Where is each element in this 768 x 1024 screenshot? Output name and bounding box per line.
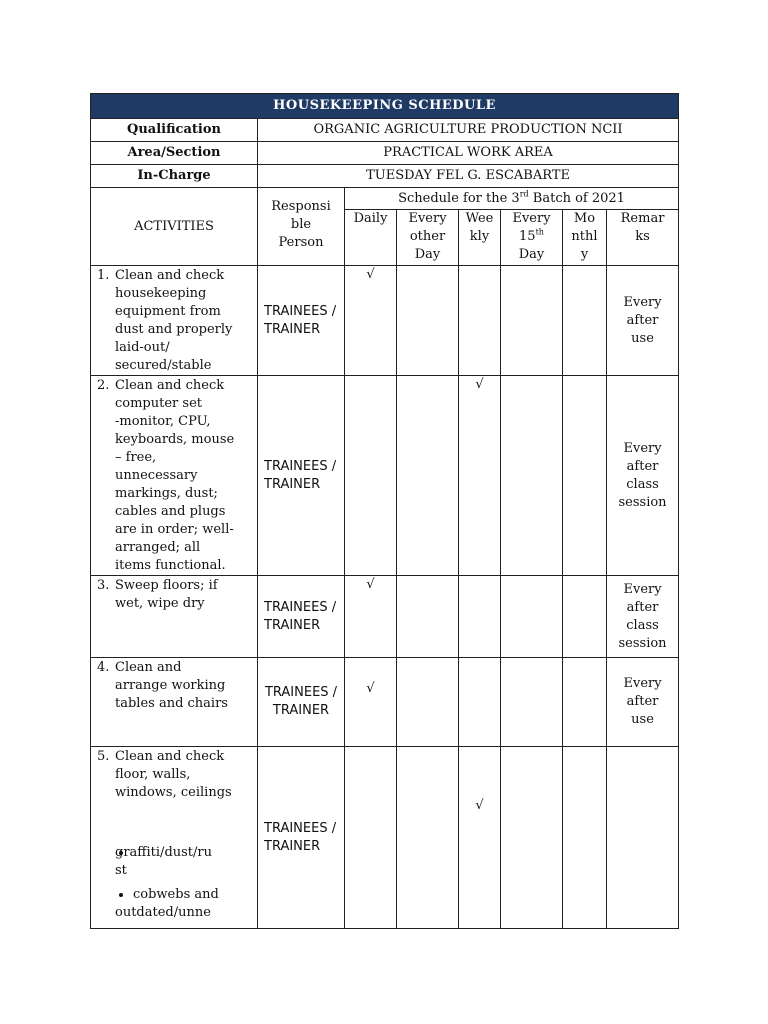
every-other-day-cell <box>397 266 459 376</box>
responsible-line: TRAINEES / <box>264 303 337 319</box>
every-15th-day-cell <box>501 576 563 658</box>
responsible-line: TRAINER <box>264 617 321 633</box>
activity-line: wet, wipe dry <box>115 596 205 611</box>
activity-line: keyboards, mouse <box>115 432 235 447</box>
schedule-table <box>90 93 679 929</box>
responsible-line: TRAINER <box>264 476 321 492</box>
activity-line: computer set <box>115 396 202 411</box>
list-item <box>115 886 253 922</box>
every-15th-day-cell <box>501 747 563 929</box>
header-line: Every <box>408 211 447 226</box>
table-row <box>91 747 679 929</box>
monthly-cell <box>563 576 607 658</box>
header-line-sup: th <box>535 227 544 237</box>
activity-line: floor, walls, <box>115 767 191 782</box>
activity-line: housekeeping <box>115 286 207 301</box>
activity-line: arrange working <box>115 678 226 693</box>
responsible-line: TRAINEES / <box>264 458 337 474</box>
activity-line: Clean and <box>115 660 182 675</box>
activity-line: – free, <box>115 450 157 465</box>
header-line-text: 15 <box>519 229 536 244</box>
activity-line: windows, ceilings <box>115 785 232 800</box>
remarks-line: use <box>631 330 654 346</box>
activity-line: cables and plugs <box>115 504 226 519</box>
remarks-line: after <box>626 312 659 328</box>
responsible-line: TRAINEES / <box>264 599 337 615</box>
activities-header <box>91 188 258 266</box>
area-label: Area/Section <box>91 142 258 165</box>
remarks-line: class <box>626 617 659 633</box>
every-15th-day-cell <box>501 658 563 747</box>
table-row <box>91 658 679 747</box>
daily-check: √ <box>345 266 397 376</box>
remarks-line: Every <box>623 440 662 456</box>
every-other-day-header <box>397 210 459 266</box>
schedule-header-sup: rd <box>519 189 529 199</box>
schedule-header-text: Schedule for the 3 <box>398 190 520 206</box>
table-row <box>91 266 679 376</box>
remarks-cell <box>607 576 679 658</box>
activity-line: secured/stable <box>115 358 212 373</box>
qualification-label: Qualification <box>91 119 258 142</box>
header-line: Remar <box>620 211 665 226</box>
remarks-line: Every <box>623 676 662 691</box>
activity-cell <box>91 576 258 658</box>
responsible-cell <box>258 658 345 747</box>
remarks-line: Every <box>623 581 662 597</box>
bullet-line: • cobwebs and <box>133 887 219 902</box>
every-other-day-cell <box>397 658 459 747</box>
activity-line: are in order; well- <box>115 522 234 537</box>
bullet-line <box>133 808 253 826</box>
header-line: Wee <box>465 211 494 226</box>
remarks-line: class <box>626 476 659 492</box>
bullet-line: • graffiti/dust/ru <box>115 845 212 860</box>
responsible-header-line: Person <box>278 235 324 250</box>
activity-line: Clean and check <box>115 749 225 764</box>
every-15th-day-cell <box>501 266 563 376</box>
housekeeping-schedule-sheet <box>90 93 678 929</box>
activity-line: Clean and check <box>115 268 225 283</box>
daily-cell <box>345 376 397 576</box>
daily-check: √ <box>345 658 397 747</box>
header-line: other <box>409 229 446 244</box>
responsible-cell <box>258 747 345 929</box>
activity-line: equipment from <box>115 304 221 319</box>
monthly-cell <box>563 376 607 576</box>
daily-cell <box>345 747 397 929</box>
title-row <box>91 94 679 119</box>
activity-line: unnecessary <box>115 468 198 483</box>
daily-header-text: Daily <box>353 211 388 226</box>
remarks-cell <box>607 266 679 376</box>
area-row <box>91 142 679 165</box>
responsible-line: TRAINER <box>272 703 330 718</box>
header-line: nthl <box>571 229 598 244</box>
every-15th-day-header <box>501 210 563 266</box>
header-line <box>501 228 562 246</box>
every-other-day-cell <box>397 576 459 658</box>
responsible-line: TRAINER <box>264 321 321 337</box>
monthly-cell <box>563 747 607 929</box>
incharge-value: TUESDAY FEL G. ESCABARTE <box>258 165 679 188</box>
remarks-line: after <box>626 458 659 474</box>
responsible-header-line: ble <box>290 217 312 232</box>
activity-bullet-list <box>97 808 253 922</box>
activity-number: 1. <box>97 268 110 283</box>
remarks-line: session <box>618 494 667 510</box>
activity-line: laid-out/ <box>115 340 170 355</box>
activity-line: dust and properly <box>115 322 233 337</box>
remarks-line: Every <box>623 294 662 310</box>
responsible-cell <box>258 376 345 576</box>
activity-line: Clean and check <box>115 378 225 393</box>
responsible-header <box>258 188 345 266</box>
activity-line: items functional. <box>115 558 226 573</box>
activities-header-text: ACTIVITIES <box>134 218 214 234</box>
activity-number: 3. <box>97 578 110 593</box>
header-line: Day <box>414 247 441 262</box>
header-line: Every <box>512 211 551 226</box>
activity-cell <box>91 266 258 376</box>
activity-cell <box>91 376 258 576</box>
activity-line: markings, dust; <box>115 486 218 501</box>
bullet-line: st <box>115 863 127 878</box>
weekly-cell <box>459 658 501 747</box>
every-other-day-cell <box>397 376 459 576</box>
monthly-header <box>563 210 607 266</box>
responsible-cell <box>258 266 345 376</box>
remarks-header <box>607 210 679 266</box>
bullet-line: outdated/unne <box>115 905 211 920</box>
header-line: y <box>580 247 589 262</box>
table-row <box>91 576 679 658</box>
weekly-check: √ <box>459 747 501 929</box>
schedule-header-text-end: Batch of 2021 <box>528 190 625 206</box>
qualification-value: ORGANIC AGRICULTURE PRODUCTION NCII <box>258 119 679 142</box>
qualification-row <box>91 119 679 142</box>
monthly-cell <box>563 658 607 747</box>
remarks-line: after <box>626 599 659 615</box>
responsible-line: TRAINEES / <box>264 820 337 836</box>
activity-line: arranged; all <box>115 540 201 555</box>
weekly-check: √ <box>459 376 501 576</box>
daily-check: √ <box>345 576 397 658</box>
activity-line: -monitor, CPU, <box>115 414 211 429</box>
header-line: Day <box>518 247 545 262</box>
table-row <box>91 376 679 576</box>
incharge-row <box>91 165 679 188</box>
every-other-day-cell <box>397 747 459 929</box>
activity-number: 5. <box>97 749 110 764</box>
activity-line: tables and chairs <box>115 696 228 711</box>
monthly-cell <box>563 266 607 376</box>
list-item <box>115 808 253 880</box>
header-line: Mo <box>573 211 596 226</box>
weekly-header <box>459 210 501 266</box>
remarks-line: use <box>631 712 654 727</box>
remarks-cell <box>607 376 679 576</box>
every-15th-day-cell <box>501 376 563 576</box>
incharge-label: In-Charge <box>91 165 258 188</box>
responsible-header-line: Responsi <box>271 199 331 214</box>
daily-header <box>345 210 397 266</box>
activity-number: 2. <box>97 378 110 393</box>
activity-line: Sweep floors; if <box>115 578 218 593</box>
remarks-line: after <box>626 694 659 709</box>
responsible-line: TRAINEES / <box>264 685 338 700</box>
activity-cell <box>91 747 258 929</box>
schedule-header <box>345 188 679 210</box>
remarks-cell <box>607 658 679 747</box>
responsible-cell <box>258 576 345 658</box>
header-line: kly <box>469 229 490 244</box>
weekly-cell <box>459 266 501 376</box>
header-line: ks <box>635 229 650 244</box>
remarks-cell <box>607 747 679 929</box>
activity-number: 4. <box>97 660 110 675</box>
activity-cell <box>91 658 258 747</box>
responsible-line: TRAINER <box>264 838 321 854</box>
area-value: PRACTICAL WORK AREA <box>258 142 679 165</box>
remarks-line: session <box>618 635 667 651</box>
weekly-cell <box>459 576 501 658</box>
document-title: HOUSEKEEPING SCHEDULE <box>91 94 679 119</box>
column-header-row-1 <box>91 188 679 210</box>
